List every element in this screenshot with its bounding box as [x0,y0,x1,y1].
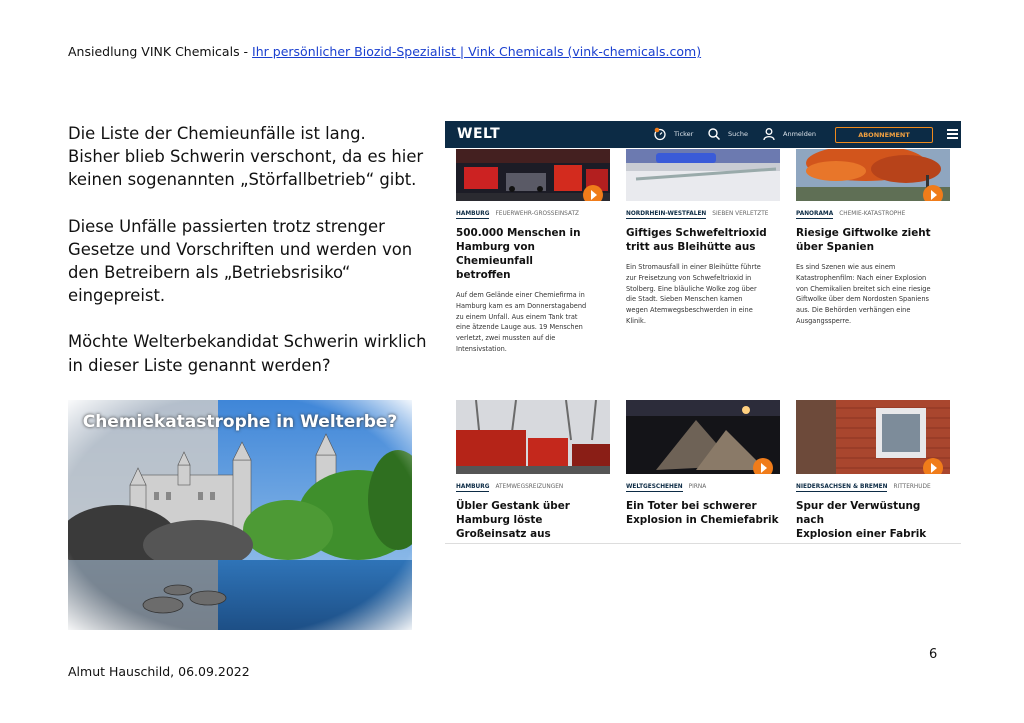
article-card[interactable] [456,149,610,355]
teaser-line: Katastrophenfilm: Nach einer Explosion [796,273,927,282]
title-line: Großeinsatz aus [456,528,551,540]
text-line: Bisher blieb Schwerin verschont, da es hier [68,147,424,167]
title-line: 500.000 Menschen in [456,227,581,239]
article-title[interactable] [796,499,950,541]
article-title[interactable] [456,226,610,282]
text-line: den Betreibern als „Betriebsrisiko“ [68,263,351,283]
article-teaser [796,262,950,327]
teaser-line: eine ätzende Lauge aus. 19 Menschen [456,323,583,332]
article-title[interactable] [626,499,780,527]
article-tags [626,484,780,490]
article-card[interactable] [626,400,780,527]
text-line: Möchte Welterbekandidat Schwerin wirklich [68,332,427,352]
article-card[interactable] [626,149,780,327]
title-line: Hamburg von Chemieunfall [456,241,535,267]
welt-logo[interactable]: WELT [457,126,501,142]
title-line: Explosion in Chemiefabrik [626,514,779,526]
paragraph-3 [68,330,438,376]
article-subtag: FEUERWEHR-GROSSEINSATZ [495,211,579,217]
article-tags [626,211,780,217]
teaser-line: Stolberg. Eine bläuliche Wolke zog über [626,284,757,293]
article-tags [456,484,610,490]
teaser-line: Klinik. [626,316,646,325]
article-section-tag[interactable]: HAMBURG [456,484,490,490]
teaser-line: Ein Stromausfall in einer Bleihütte führte [626,263,761,271]
article-subtag: SIEBEN VERLETZTE [712,211,769,217]
castle-montage-image [68,400,412,630]
text-line: keinen sogenannten „Störfallbetrieb“ gibt. [68,170,417,190]
text-line: Gesetze und Vorschriften und werden von [68,239,413,259]
title-line: Spur der Verwüstung nach [796,500,921,526]
article-image [456,400,610,474]
text-line: Die Liste der Chemieunfälle ist lang. [68,124,366,143]
teaser-line: verletzt, zwei mussten auf die [456,334,556,343]
vink-chemicals-link[interactable]: Ihr persönlicher Biozid-Spezialist | Vink Chemicals (vink-chemicals.com) [252,44,702,59]
page-number: 6 [929,647,938,662]
teaser-line: von Chemikalien breitet sich eine riesige [796,284,931,293]
article-thumbnail[interactable] [456,400,610,474]
nav-ticker[interactable]: Ticker [674,130,694,138]
article-card[interactable] [796,149,950,327]
hamburger-menu-icon[interactable] [947,129,958,142]
title-line: tritt aus Bleihütte aus [626,241,756,253]
title-line: Übler Gestank über [456,500,570,512]
header-prefix: Ansiedlung VINK Chemicals - [68,44,253,59]
page-header [68,44,701,59]
article-tags [796,211,950,217]
nav-login[interactable]: Anmelden [783,130,816,138]
user-icon[interactable] [762,127,776,141]
article-card[interactable] [456,400,610,541]
article-section-tag[interactable]: HAMBURG [456,211,490,217]
text-line: Diese Unfälle passierten trotz strenger [68,216,385,236]
castle-montage-graphic [68,400,412,630]
article-thumbnail[interactable] [796,149,950,201]
title-line: Riesige Giftwolke zieht [796,227,931,239]
article-tags [456,211,610,217]
article-section-tag[interactable]: PANORAMA [796,211,834,217]
article-title[interactable] [456,499,610,541]
article-section-tag[interactable]: WELTGESCHEHEN [626,484,683,490]
paragraph-2 [68,215,438,308]
paragraph-1 [68,122,438,192]
article-teaser [626,262,780,327]
article-tags [796,484,950,490]
teaser-line: Giftwolke über dem Nordosten Spaniens [796,295,929,304]
teaser-line: zu einem Unfall. Aus einem Tank trat [456,312,578,321]
welt-navbar [445,121,961,148]
title-line: Ein Toter bei schwerer [626,500,757,512]
article-teaser [456,290,610,355]
teaser-line: Ausgangssperre. [796,316,852,325]
subscribe-button[interactable]: ABONNEMENT [835,127,933,143]
article-subtag: ATEMWEGSREIZUNGEN [495,484,564,490]
montage-caption: Chemiekatastrophe in Welterbe? [82,412,398,432]
video-play-icon[interactable] [923,458,943,474]
teaser-line: wegen Atemwegsbeschwerden in eine [626,306,753,315]
video-play-icon[interactable] [753,458,773,474]
text-line: eingepreist. [68,286,166,306]
article-section-tag[interactable]: NIEDERSACHSEN & BREMEN [796,484,888,490]
article-card[interactable] [796,400,950,541]
article-subtag: CHEMIE-KATASTROPHE [839,211,906,217]
title-line: über Spanien [796,241,874,253]
article-thumbnail[interactable] [626,400,780,474]
text-line: in dieser Liste genannt werden? [68,355,331,375]
ticker-icon[interactable] [653,127,667,141]
video-play-icon[interactable] [583,185,603,201]
article-section-tag[interactable]: NORDRHEIN-WESTFALEN [626,211,707,217]
article-thumbnail[interactable] [796,400,950,474]
search-icon[interactable] [707,127,721,141]
title-line: Giftiges Schwefeltrioxid [626,227,767,239]
title-line: betroffen [456,269,511,281]
title-line: Explosion einer Fabrik [796,528,927,540]
nav-search[interactable]: Suche [728,130,748,138]
article-title[interactable] [796,226,950,254]
article-image [626,149,780,201]
footer-author-date: Almut Hauschild, 06.09.2022 [68,664,250,679]
title-line: Hamburg löste [456,514,543,526]
teaser-line: Auf dem Gelände einer Chemiefirma in [456,291,585,299]
teaser-line: aus. Die Behörden verhängen eine [796,306,911,315]
welt-screenshot [445,121,961,544]
teaser-line: Intensivstation. [456,344,507,353]
article-subtag: RITTERHUDE [893,484,931,490]
article-title[interactable] [626,226,780,254]
teaser-line: Hamburg kam es am Donnerstagabend [456,301,587,310]
article-subtag: PIRNA [688,484,707,490]
teaser-line: Es sind Szenen wie aus einem [796,263,896,271]
teaser-line: zur Freisetzung von Schwefeltrioxid in [626,273,752,282]
article-thumbnail[interactable] [456,149,610,201]
teaser-line: die Stadt. Sieben Menschen kamen [626,295,743,304]
body-text [68,122,438,400]
video-play-icon[interactable] [923,185,943,201]
article-thumbnail[interactable] [626,149,780,201]
